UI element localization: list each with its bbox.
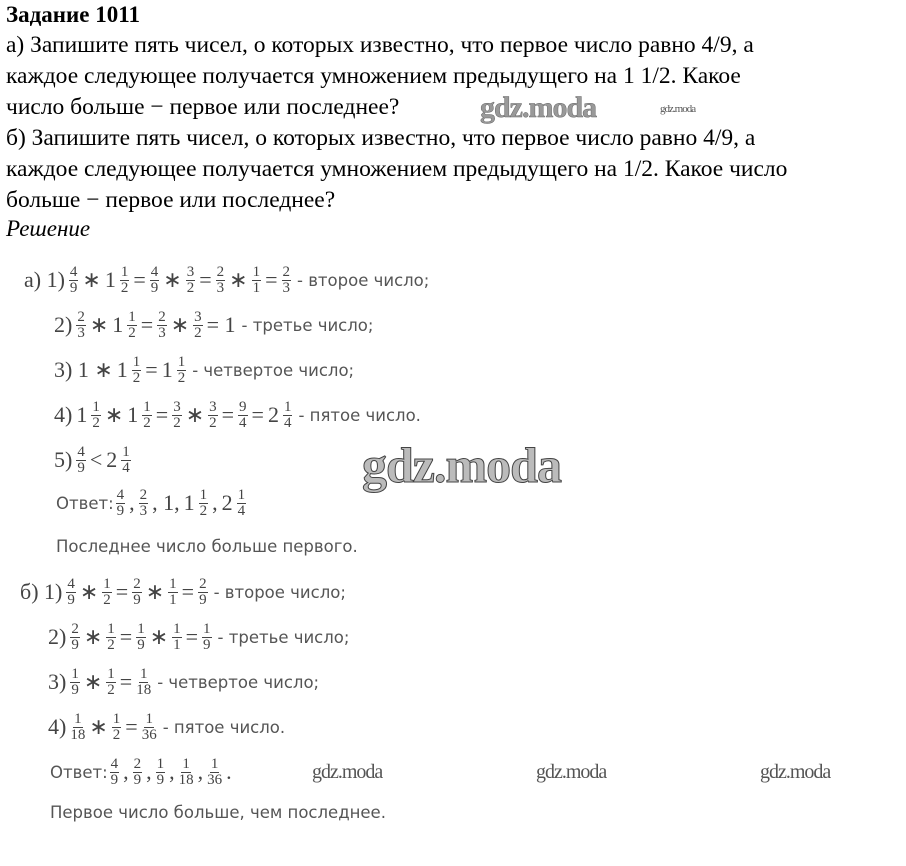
denominator: 36 — [207, 771, 223, 788]
solution-line — [18, 570, 346, 614]
denominator: 3 — [282, 279, 290, 296]
numerator: 1 — [128, 308, 136, 325]
numerator: 1 — [203, 620, 211, 637]
comment-text: - пятое число. — [298, 405, 421, 425]
denominator: 9 — [156, 771, 165, 788]
fraction — [177, 355, 187, 386]
math-text: ∗ — [149, 624, 169, 649]
numerator: 1 — [252, 263, 261, 280]
math-text: = — [125, 714, 138, 739]
denominator: 9 — [203, 636, 211, 653]
fraction — [179, 757, 194, 788]
numerator: 3 — [194, 308, 202, 325]
fraction — [102, 577, 112, 608]
whole-part: 1 — [116, 357, 128, 382]
denominator: 9 — [133, 591, 141, 608]
math-text: б) 1) — [20, 579, 63, 604]
math-text: = — [145, 357, 158, 382]
denominator: 9 — [137, 636, 145, 653]
problem-line: число больше − первое или последнее? — [6, 94, 400, 120]
denominator: 2 — [107, 636, 115, 653]
fraction — [136, 667, 151, 698]
fraction — [116, 488, 126, 519]
denominator: 1 — [169, 591, 177, 608]
fraction — [208, 400, 218, 431]
problem-line: каждое следующее получается умножением предыдущего на 1/2. Какое число — [6, 156, 788, 182]
math-text: = — [221, 402, 235, 427]
numerator: 1 — [132, 353, 141, 370]
fraction — [110, 757, 120, 788]
denominator: 2 — [120, 279, 129, 296]
math-text: 3) 1 ∗ — [54, 357, 113, 382]
numerator: 1 — [283, 398, 292, 415]
math-text: ∗ — [163, 267, 182, 292]
math-text: = — [119, 624, 133, 649]
comment-text: - третье число; — [217, 627, 350, 647]
comment-text: Последнее число больше первого. — [56, 536, 358, 556]
whole-part: 1 — [76, 402, 88, 427]
denominator: 9 — [71, 681, 79, 698]
fraction — [106, 622, 116, 653]
fraction — [237, 488, 247, 519]
fraction — [120, 265, 130, 296]
watermark: gdz.moda — [760, 761, 831, 783]
denominator: 4 — [122, 459, 130, 476]
math-text: , 1, — [152, 490, 180, 515]
denominator: 36 — [141, 726, 157, 743]
denominator: 9 — [199, 591, 207, 608]
fraction — [238, 400, 248, 431]
math-text: ∗ — [79, 579, 99, 604]
comment-text: - четвертое число; — [157, 672, 320, 692]
problem-line: каждое следующее получается умножением предыдущего на 1 1/2. Какое — [6, 63, 741, 89]
denominator: 9 — [77, 459, 85, 476]
comment-text: - третье число; — [241, 315, 374, 335]
numerator: 2 — [77, 308, 85, 325]
watermark: gdz.moda — [312, 761, 383, 783]
watermark: gdz.moda — [480, 91, 597, 124]
numerator: 1 — [177, 353, 186, 370]
fraction — [142, 400, 152, 431]
denominator: 2 — [128, 324, 136, 341]
problem-line: б) Запишите пять чисел, о которых известно, что первое число равно 4/9, а — [6, 125, 756, 151]
denominator: 9 — [67, 591, 75, 608]
math-text: 5) — [54, 447, 73, 472]
numerator: 1 — [74, 710, 82, 727]
numerator: 2 — [133, 755, 142, 772]
task-title: Задание 1011 — [6, 2, 140, 27]
numerator: 2 — [158, 308, 166, 325]
fraction — [202, 622, 212, 653]
fraction — [70, 712, 85, 743]
math-text: ∗ — [104, 402, 124, 427]
math-text: = — [155, 402, 169, 427]
fraction — [172, 400, 182, 431]
fraction — [207, 757, 222, 788]
math-text: 2) — [54, 312, 73, 337]
solution-line — [46, 615, 349, 659]
numerator: 1 — [107, 665, 115, 682]
math-text: , — [123, 759, 129, 784]
math-text: ∗ — [229, 267, 248, 292]
denominator: 2 — [112, 726, 121, 743]
math-text: , — [197, 759, 204, 784]
math-text: = — [115, 579, 129, 604]
denominator: 9 — [110, 771, 119, 788]
fraction — [186, 265, 196, 296]
numerator: 3 — [209, 398, 217, 415]
whole-part: 1 — [112, 312, 124, 337]
numerator: 2 — [139, 486, 148, 503]
denominator: 18 — [136, 681, 152, 698]
numerator: 1 — [139, 665, 148, 682]
numerator: 1 — [103, 575, 111, 592]
solution-line — [52, 438, 133, 482]
math-text: = — [140, 312, 154, 337]
numerator: 4 — [77, 443, 85, 460]
watermark: gdz.moda — [362, 437, 561, 493]
fraction — [106, 667, 116, 698]
fraction — [142, 712, 157, 743]
math-text: = — [265, 267, 278, 292]
solution-line — [46, 705, 285, 749]
fraction — [157, 310, 167, 341]
solution-line — [46, 750, 234, 794]
denominator: 3 — [139, 502, 148, 519]
comment-text: Ответ: — [56, 493, 114, 513]
whole-part: 1 — [104, 267, 116, 292]
fraction — [133, 757, 143, 788]
solution-line — [52, 524, 358, 568]
numerator: 4 — [110, 755, 119, 772]
fraction — [70, 667, 80, 698]
denominator: 9 — [133, 771, 142, 788]
fraction — [283, 400, 293, 431]
whole-part: 1 — [183, 490, 195, 515]
comment-text: - второе число; — [297, 270, 430, 290]
comment-text: - четвертое число; — [192, 360, 355, 380]
comment-text: Первое число больше, чем последнее. — [50, 802, 386, 822]
math-text: ∗ — [185, 402, 205, 427]
denominator: 1 — [252, 279, 261, 296]
numerator: 2 — [71, 620, 79, 637]
numerator: 9 — [239, 398, 247, 415]
solution-line — [22, 258, 429, 302]
fraction — [282, 265, 292, 296]
denominator: 9 — [116, 502, 125, 519]
denominator: 2 — [103, 591, 111, 608]
math-text: 2) — [48, 624, 67, 649]
math-text: 3) — [48, 669, 67, 694]
math-text: 4) — [48, 714, 67, 739]
math-text: = — [133, 267, 146, 292]
whole-part: 2 — [221, 490, 233, 515]
whole-part: 1 — [127, 402, 139, 427]
numerator: 3 — [186, 263, 195, 280]
numerator: 1 — [182, 755, 190, 772]
denominator: 9 — [69, 279, 78, 296]
fraction — [139, 488, 149, 519]
numerator: 4 — [69, 263, 78, 280]
math-text: = — [251, 402, 264, 427]
math-text: ∗ — [82, 267, 101, 292]
fraction — [199, 488, 209, 519]
fraction — [132, 577, 142, 608]
math-text: = — [181, 579, 195, 604]
denominator: 4 — [239, 414, 247, 431]
numerator: 1 — [210, 755, 219, 772]
math-text: = — [119, 669, 133, 694]
solution-label: Решение — [6, 216, 91, 241]
denominator: 3 — [216, 279, 225, 296]
fraction — [70, 622, 80, 653]
math-text: а) 1) — [24, 267, 65, 292]
numerator: 1 — [145, 710, 153, 727]
fraction — [76, 310, 86, 341]
numerator: 3 — [173, 398, 181, 415]
denominator: 9 — [71, 636, 79, 653]
denominator: 9 — [150, 279, 159, 296]
math-text: , — [129, 490, 135, 515]
fraction — [91, 400, 101, 431]
solution-line — [46, 660, 319, 704]
solution-line — [52, 393, 421, 437]
comment-text: - второе число; — [213, 582, 346, 602]
solution-line — [52, 348, 354, 392]
denominator: 3 — [77, 324, 85, 341]
solution-line — [46, 790, 386, 834]
numerator: 1 — [143, 398, 151, 415]
solution-line — [52, 303, 373, 347]
fraction — [193, 310, 203, 341]
math-text: . — [226, 759, 232, 784]
denominator: 2 — [132, 369, 141, 386]
fraction — [150, 265, 160, 296]
denominator: 4 — [283, 414, 292, 431]
denominator: 2 — [92, 414, 100, 431]
watermark: gdz.moda — [660, 103, 696, 115]
denominator: 2 — [143, 414, 151, 431]
numerator: 2 — [282, 263, 290, 280]
numerator: 2 — [199, 575, 207, 592]
denominator: 2 — [209, 414, 217, 431]
math-text: , — [212, 490, 218, 515]
math-text: = — [199, 267, 212, 292]
fraction — [136, 622, 146, 653]
fraction — [216, 265, 226, 296]
math-text: , — [146, 759, 152, 784]
denominator: 1 — [173, 636, 181, 653]
fraction — [69, 265, 79, 296]
comment-text: - пятое число. — [162, 717, 286, 737]
math-text: < — [89, 447, 103, 472]
denominator: 2 — [173, 414, 181, 431]
fraction — [66, 577, 76, 608]
denominator: 4 — [237, 502, 246, 519]
denominator: 2 — [194, 324, 202, 341]
fraction — [198, 577, 208, 608]
numerator: 4 — [67, 575, 75, 592]
problem-line: а) Запишите пять чисел, о которых известно, что первое число равно 4/9, а — [6, 32, 754, 58]
math-text: 4) — [54, 402, 73, 427]
numerator: 1 — [71, 665, 79, 682]
numerator: 1 — [122, 443, 130, 460]
numerator: 1 — [120, 263, 129, 280]
fraction — [252, 265, 262, 296]
numerator: 1 — [92, 398, 100, 415]
numerator: 1 — [237, 486, 246, 503]
math-text: ∗ — [170, 312, 190, 337]
whole-part: 1 — [161, 357, 173, 382]
numerator: 1 — [107, 620, 115, 637]
math-text: ∗ — [89, 312, 109, 337]
math-text: ∗ — [89, 714, 108, 739]
solution-line — [52, 481, 248, 525]
math-text: , — [169, 759, 175, 784]
math-text: ∗ — [83, 624, 103, 649]
denominator: 3 — [158, 324, 166, 341]
whole-part: 2 — [267, 402, 279, 427]
fraction — [76, 445, 86, 476]
numerator: 1 — [199, 486, 208, 503]
numerator: 1 — [156, 755, 165, 772]
numerator: 1 — [169, 575, 177, 592]
watermark: gdz.moda — [536, 761, 607, 783]
denominator: 18 — [70, 726, 86, 743]
denominator: 2 — [177, 369, 186, 386]
fraction — [127, 310, 137, 341]
numerator: 4 — [150, 263, 159, 280]
denominator: 2 — [186, 279, 195, 296]
math-text: = 1 — [206, 312, 236, 337]
whole-part: 2 — [106, 447, 118, 472]
math-text: = — [185, 624, 199, 649]
denominator: 2 — [107, 681, 115, 698]
numerator: 1 — [173, 620, 181, 637]
fraction — [132, 355, 142, 386]
denominator: 18 — [178, 771, 194, 788]
fraction — [168, 577, 178, 608]
numerator: 1 — [112, 710, 121, 727]
numerator: 1 — [137, 620, 145, 637]
problem-line: больше − первое или последнее? — [6, 187, 336, 213]
denominator: 2 — [199, 502, 208, 519]
comment-text: Ответ: — [50, 762, 108, 782]
fraction — [172, 622, 182, 653]
fraction — [121, 445, 131, 476]
numerator: 2 — [133, 575, 141, 592]
numerator: 2 — [216, 263, 225, 280]
fraction — [112, 712, 122, 743]
fraction — [156, 757, 166, 788]
numerator: 4 — [116, 486, 125, 503]
math-text: ∗ — [83, 669, 103, 694]
math-text: ∗ — [145, 579, 165, 604]
